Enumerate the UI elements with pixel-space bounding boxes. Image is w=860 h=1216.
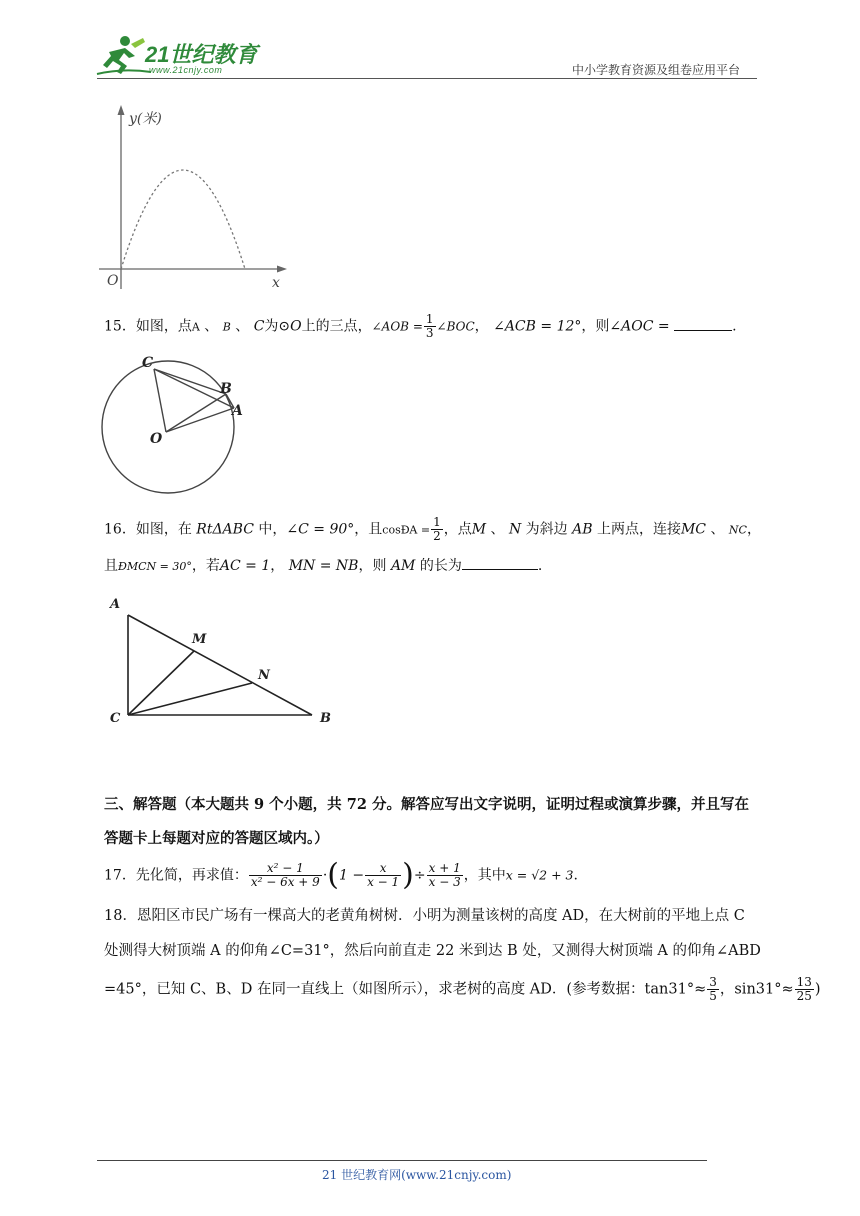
question-18-line-1: 18．恩阳区市民广场有一棵高大的老黄角树树．小明为测量该树的高度 AD，在大树前的平地上点 C bbox=[104, 908, 745, 924]
segment-cm bbox=[128, 651, 194, 715]
q15-angle-acb: ∠ACB = 12° bbox=[493, 318, 582, 335]
label-o: O bbox=[150, 431, 163, 447]
q16-text: 中， bbox=[258, 521, 287, 538]
q18-text: ，sin31°≈ bbox=[719, 981, 794, 998]
q17-div: ÷ bbox=[413, 867, 426, 884]
q16-text: 且 bbox=[104, 558, 118, 574]
question-16-line-1 bbox=[104, 516, 761, 543]
q17-text: ，其中 bbox=[463, 867, 506, 884]
label-c: C bbox=[110, 711, 121, 726]
q18-tan-fraction bbox=[707, 976, 719, 1003]
q16-frac-num: 1 bbox=[433, 515, 441, 529]
q16-angle-c: ∠C = 90° bbox=[286, 521, 355, 538]
q17-fraction-3 bbox=[427, 862, 463, 889]
header-logo bbox=[95, 34, 265, 78]
q17-f2-num: x bbox=[365, 862, 401, 876]
q15-text: ， bbox=[474, 318, 489, 335]
q16-sep: 、 bbox=[710, 521, 725, 538]
q18-sin-fraction bbox=[795, 976, 814, 1003]
q15-frac-den: 3 bbox=[425, 326, 434, 340]
q16-angle-mcn: ÐMCN = 30° bbox=[118, 560, 192, 573]
q15-point-c: C bbox=[253, 318, 265, 335]
label-n: N bbox=[258, 668, 270, 683]
y-axis-arrow-icon bbox=[118, 105, 125, 115]
q16-frac-den: 2 bbox=[433, 529, 441, 543]
q15-circle-o: O bbox=[290, 318, 302, 335]
q17-one-minus: 1 − bbox=[338, 867, 365, 884]
section-3-heading-line-1: 三、解答题（本大题共 9 个小题，共 72 分。解答应写出文字说明，证明过程或演算步骤，并且写在 bbox=[104, 796, 749, 813]
q15-text: 为⊙ bbox=[264, 318, 291, 335]
segment-oa bbox=[166, 408, 234, 432]
label-m: M bbox=[192, 632, 207, 647]
question-16-line-2 bbox=[104, 555, 542, 577]
q17-f1-num: x² − 1 bbox=[249, 862, 322, 876]
x-axis-label: x bbox=[272, 275, 280, 291]
logo-url: www.21cnjy.com bbox=[149, 65, 223, 75]
question-18-line-3 bbox=[104, 976, 821, 1003]
circle-figure bbox=[96, 352, 256, 502]
q15-angle-aoc: ∠AOC = bbox=[609, 318, 670, 335]
q15-angle-boc: ∠BOC bbox=[436, 319, 475, 334]
segment-cn bbox=[128, 683, 252, 715]
q15-end: . bbox=[732, 318, 737, 335]
question-15 bbox=[104, 313, 737, 340]
label-a: A bbox=[232, 403, 243, 419]
q16-text: 为斜边 bbox=[525, 521, 568, 538]
origin-label: O bbox=[107, 273, 119, 289]
q16-point-n: N bbox=[508, 521, 522, 538]
question-17 bbox=[104, 857, 578, 893]
circle-o bbox=[102, 361, 234, 493]
parabola-curve bbox=[121, 170, 245, 269]
q17-f3-num: x + 1 bbox=[428, 861, 461, 875]
q16-sep: 、 bbox=[490, 521, 505, 538]
q17-fraction-2 bbox=[365, 862, 401, 889]
q17-paren-close: ) bbox=[402, 857, 414, 893]
q16-number: 16． bbox=[104, 521, 136, 538]
q16-point-m: M bbox=[471, 521, 487, 538]
q17-dot: · bbox=[322, 867, 328, 884]
q15-sep: 、 bbox=[204, 318, 219, 335]
q17-f1-den: x² − 6x + 9 bbox=[250, 875, 320, 889]
q17-text: 先化简，再求值： bbox=[135, 867, 248, 884]
q16-end: . bbox=[537, 558, 543, 574]
y-axis-label: y(米) bbox=[129, 111, 162, 127]
q16-text: 如图，在 bbox=[135, 521, 192, 538]
q16-text: ， bbox=[270, 558, 285, 574]
q15-text: ，则 bbox=[581, 318, 610, 335]
header-rule bbox=[97, 78, 757, 79]
q18-text: ) bbox=[814, 981, 821, 998]
q16-triangle: RtΔABC bbox=[196, 521, 254, 538]
q18-sin-num: 13 bbox=[796, 975, 812, 989]
q15-angle-aob: ∠AOB = bbox=[371, 319, 423, 334]
label-b: B bbox=[220, 381, 232, 397]
q15-point-a: A bbox=[191, 320, 200, 334]
q16-text: ， bbox=[746, 521, 761, 538]
q15-text: 上的三点， bbox=[301, 318, 372, 335]
q15-frac-num: 1 bbox=[425, 312, 434, 326]
section-3-heading-line-2: 答题卡上每题对应的答题区域内。） bbox=[104, 830, 329, 847]
q17-value: x = √2 + 3 bbox=[505, 867, 574, 883]
q16-segment-ab: AB bbox=[572, 521, 593, 538]
q17-fraction-1 bbox=[249, 862, 322, 889]
question-18-line-2: 处测得大树顶端 A 的仰角∠C=31°，然后向前直走 22 米到达 B 处，又测得大树顶端 A 的仰角∠ABD bbox=[104, 943, 761, 959]
q18-sin-den: 25 bbox=[796, 989, 812, 1003]
q16-segment-am: AM bbox=[390, 558, 416, 574]
label-b: B bbox=[320, 711, 331, 726]
q16-cos-a: cosÐA = bbox=[382, 523, 431, 537]
q18-tan-den: 5 bbox=[709, 989, 717, 1003]
q15-sep: 、 bbox=[235, 318, 250, 335]
q16-fraction bbox=[431, 516, 443, 543]
footer-text[interactable]: 21 世纪教育网(www.21cnjy.com) bbox=[322, 1168, 512, 1182]
q16-ac: AC = 1 bbox=[219, 558, 271, 574]
q17-number: 17． bbox=[104, 867, 136, 884]
q16-segment-mc: MC bbox=[680, 521, 707, 538]
q15-text: 如图，点 bbox=[135, 318, 192, 335]
q16-text: 的长为 bbox=[419, 558, 462, 574]
q17-paren-open: ( bbox=[327, 857, 339, 893]
q17-end: . bbox=[573, 867, 578, 884]
q15-point-b: B bbox=[222, 320, 231, 334]
q15-fraction bbox=[424, 313, 436, 340]
q15-number: 15． bbox=[104, 318, 136, 335]
side-ab bbox=[128, 615, 312, 715]
q16-text: ，点 bbox=[443, 521, 472, 538]
parabola-graph bbox=[95, 103, 295, 293]
q15-answer-blank[interactable] bbox=[674, 316, 732, 331]
q17-f3-den: x − 3 bbox=[428, 875, 461, 889]
q18-text: =45°，已知 C、B、D 在同一直线上（如图所示），求老树的高度 AD．(参考数据：tan31°≈ bbox=[104, 981, 707, 998]
header-platform-text: 中小学教育资源及组卷应用平台 bbox=[572, 63, 741, 77]
q16-text: ，且 bbox=[354, 521, 383, 538]
q16-text: 上两点，连接 bbox=[596, 521, 681, 538]
q16-text: ，若 bbox=[191, 558, 220, 574]
x-axis-arrow-icon bbox=[277, 266, 287, 273]
q17-f2-den: x − 1 bbox=[367, 875, 400, 889]
q18-tan-num: 3 bbox=[709, 975, 717, 989]
triangle-figure bbox=[100, 594, 350, 734]
label-a: A bbox=[110, 597, 121, 612]
q16-segment-nc: NC bbox=[728, 523, 747, 537]
q16-answer-blank[interactable] bbox=[462, 555, 538, 570]
q16-text: ，则 bbox=[358, 558, 387, 574]
segment-oc bbox=[154, 369, 166, 432]
logo-text: 21世纪教育 bbox=[145, 42, 258, 67]
footer-rule bbox=[97, 1160, 707, 1161]
q16-mn-nb: MN = NB bbox=[288, 558, 359, 574]
label-c: C bbox=[142, 355, 154, 371]
